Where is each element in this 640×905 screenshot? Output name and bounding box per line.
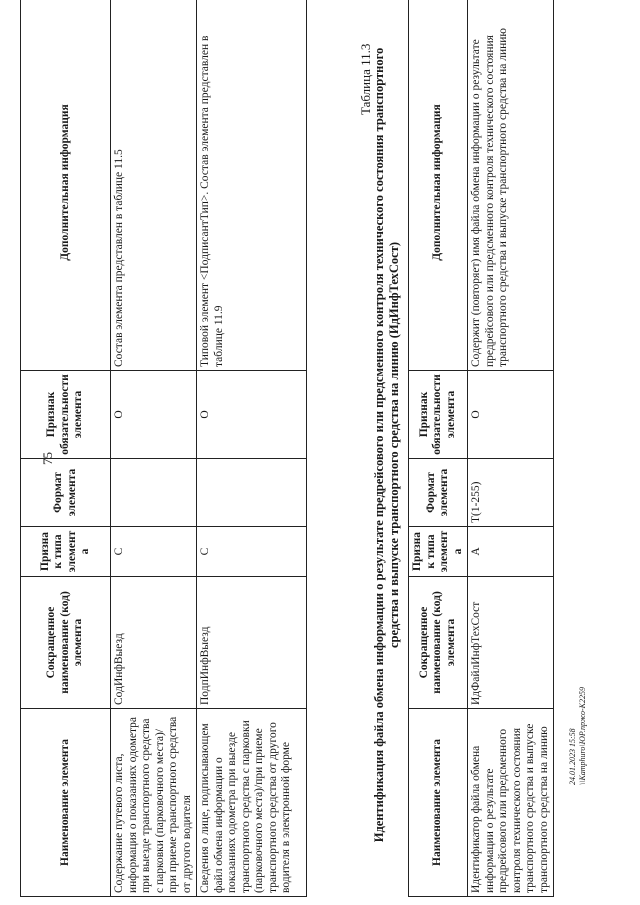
table-caption: Идентификация файла обмена информации о результате предрейсового или предсменного контроля технического состояния транспортного средства и выпуске транспортного средства на линию (ИдИнфТехСост): [372, 47, 401, 843]
table-header-row: [409, 0, 468, 897]
header-cell: Признак типа элемента: [21, 527, 111, 577]
table-cell: Т(1-255): [468, 459, 554, 527]
header-cell: Формат элемента: [409, 459, 468, 527]
table-cell: С: [197, 527, 307, 577]
page-number: 75: [40, 452, 55, 465]
header-cell: Наименование элемента: [409, 709, 468, 897]
table-cell: ПодпИнфВыезд: [197, 577, 307, 709]
table-cell: Типовой элемент <ПодписантТип>. Состав элемента представлен в таблице 11.9: [197, 0, 307, 371]
table-cell: А: [468, 527, 554, 577]
table-row: [197, 0, 307, 897]
table-cell: [197, 459, 307, 527]
footer-date: 24.01.2023 15:58: [568, 728, 577, 785]
table-cell: О: [197, 371, 307, 459]
print-footer: [568, 687, 588, 785]
header-cell: Сокращенное наименование (код) элемента: [21, 577, 111, 709]
table-cell: С: [111, 527, 197, 577]
table-cell: Идентификатор файла обмена информации о результате предрейсового или предсменного контроля технического состояния транспортного средства и выпуске транспортного средства на линию: [468, 709, 554, 897]
table-cell: О: [111, 371, 197, 459]
header-cell: Признак обязательности элемента: [21, 371, 111, 459]
header-cell: Признак типа элемента: [409, 527, 468, 577]
table-cell: СодИнфВыезд: [111, 577, 197, 709]
table-cell: Состав элемента представлен в таблице 11.5: [111, 0, 197, 371]
header-cell: Формат элемента: [21, 459, 111, 527]
table-cell: Содержание путевого листа, информация о показаниях одометра при выезде транспортного средства с парковки (парковочного места)/при приеме транспортного средства от другого водителя: [111, 709, 197, 897]
table-cell: О: [468, 371, 554, 459]
table-row: [111, 0, 197, 897]
header-cell: Признак обязательности элемента: [409, 371, 468, 459]
header-cell: Сокращенное наименование (код) элемента: [409, 577, 468, 709]
table-label: Таблица 11.3: [358, 43, 373, 115]
header-cell: Дополнительная информация: [409, 0, 468, 371]
header-cell: Наименование элемента: [21, 709, 111, 897]
footer-path: \\Kamphuro\ЮР.пржо-К2259: [578, 687, 587, 785]
table-cell: ИдФайлИнфТехСост: [468, 577, 554, 709]
table-cell: Сведения о лице, подписывающем файл обмена информации о показаниях одометра при выезде транспортного средства с парковки (парковочного места)/при приеме транспортного средства от другого водителя в электронной форме: [197, 709, 307, 897]
elements-table: [20, 0, 307, 897]
file-id-table: [408, 0, 554, 897]
table-cell: [111, 459, 197, 527]
table-header-row: [21, 0, 111, 897]
table-row: [468, 0, 554, 897]
table-cell: Содержит (повторяет) имя файла обмена информации о результате предрейсового или предсменного контроля технического состояния транспортного средства и выпуске транспортного средства на линию: [468, 0, 554, 371]
header-cell: Дополнительная информация: [21, 0, 111, 371]
